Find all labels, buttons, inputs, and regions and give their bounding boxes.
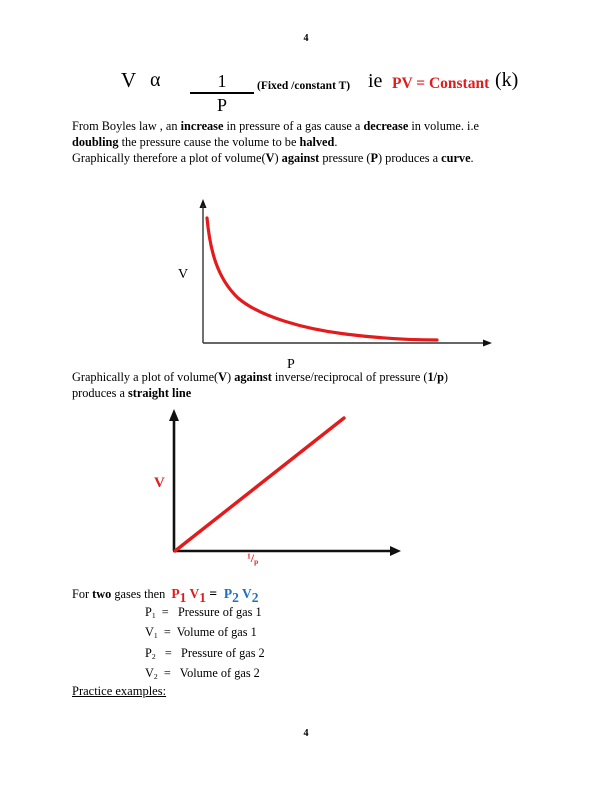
graph1-xlabel: P [287, 357, 295, 372]
x-axis-arrowhead [483, 340, 492, 347]
reciprocal-plot-paragraph [72, 370, 448, 402]
definition-line: $P_1$ = Pressure of gas 1 [145, 605, 262, 621]
formula-k: (k) [495, 69, 519, 91]
paragraph-line: produces a straight line [72, 385, 192, 400]
practice-examples-heading: Practice examples: [72, 684, 167, 698]
paragraph-line: Graphically therefore a plot of volume(V) against pressure (P) produces a curve. [72, 150, 474, 165]
paragraph-line: Graphically a plot of volume(V) against inverse/reciprocal of pressure (1/p) [72, 370, 449, 384]
xlabel-sup: 1 [247, 551, 251, 561]
formula-numerator: 1 [190, 70, 254, 94]
graph2-xlabel [247, 551, 258, 566]
definition-line: $V_1$ = Volume of gas 1 [145, 625, 257, 641]
symbol-definitions [145, 604, 265, 685]
formula-alpha: α [150, 69, 161, 91]
definition-line: $P_2$ = Pressure of gas 2 [145, 645, 265, 661]
paragraph-line: From Boyles law , an increase in pressure of a gas cause a decrease in volume. i.e [72, 119, 479, 133]
graph1-ylabel: V [178, 267, 189, 282]
formula-condition: (Fixed /constant T) [257, 80, 351, 92]
formula-ie: ie [368, 70, 383, 92]
formula-denominator: P [216, 95, 227, 115]
boyles-law-paragraph [72, 119, 479, 166]
v-vs-inverse-p-graph [140, 405, 420, 575]
paragraph-line: doubling the pressure cause the volume to be halved. [72, 134, 338, 149]
boyles-curve [207, 218, 437, 340]
xlabel-sub: p [254, 557, 259, 567]
formula-pv-constant: PV = Constant [392, 75, 490, 92]
page-number-bottom: 4 [303, 728, 309, 739]
graph2-ylabel: V [154, 475, 165, 491]
pv-curve-graph [170, 195, 500, 375]
two-gases-formula: For two gases then P1 V1 = P2 V2 [72, 586, 259, 605]
page-number-top: 4 [303, 33, 309, 44]
definition-line: $V_2$ = Volume of gas 2 [145, 665, 260, 682]
x-axis-arrowhead [390, 546, 401, 556]
formula-v: V [121, 68, 137, 92]
straight-line [175, 418, 344, 551]
xlabel-slash: / [250, 551, 255, 565]
